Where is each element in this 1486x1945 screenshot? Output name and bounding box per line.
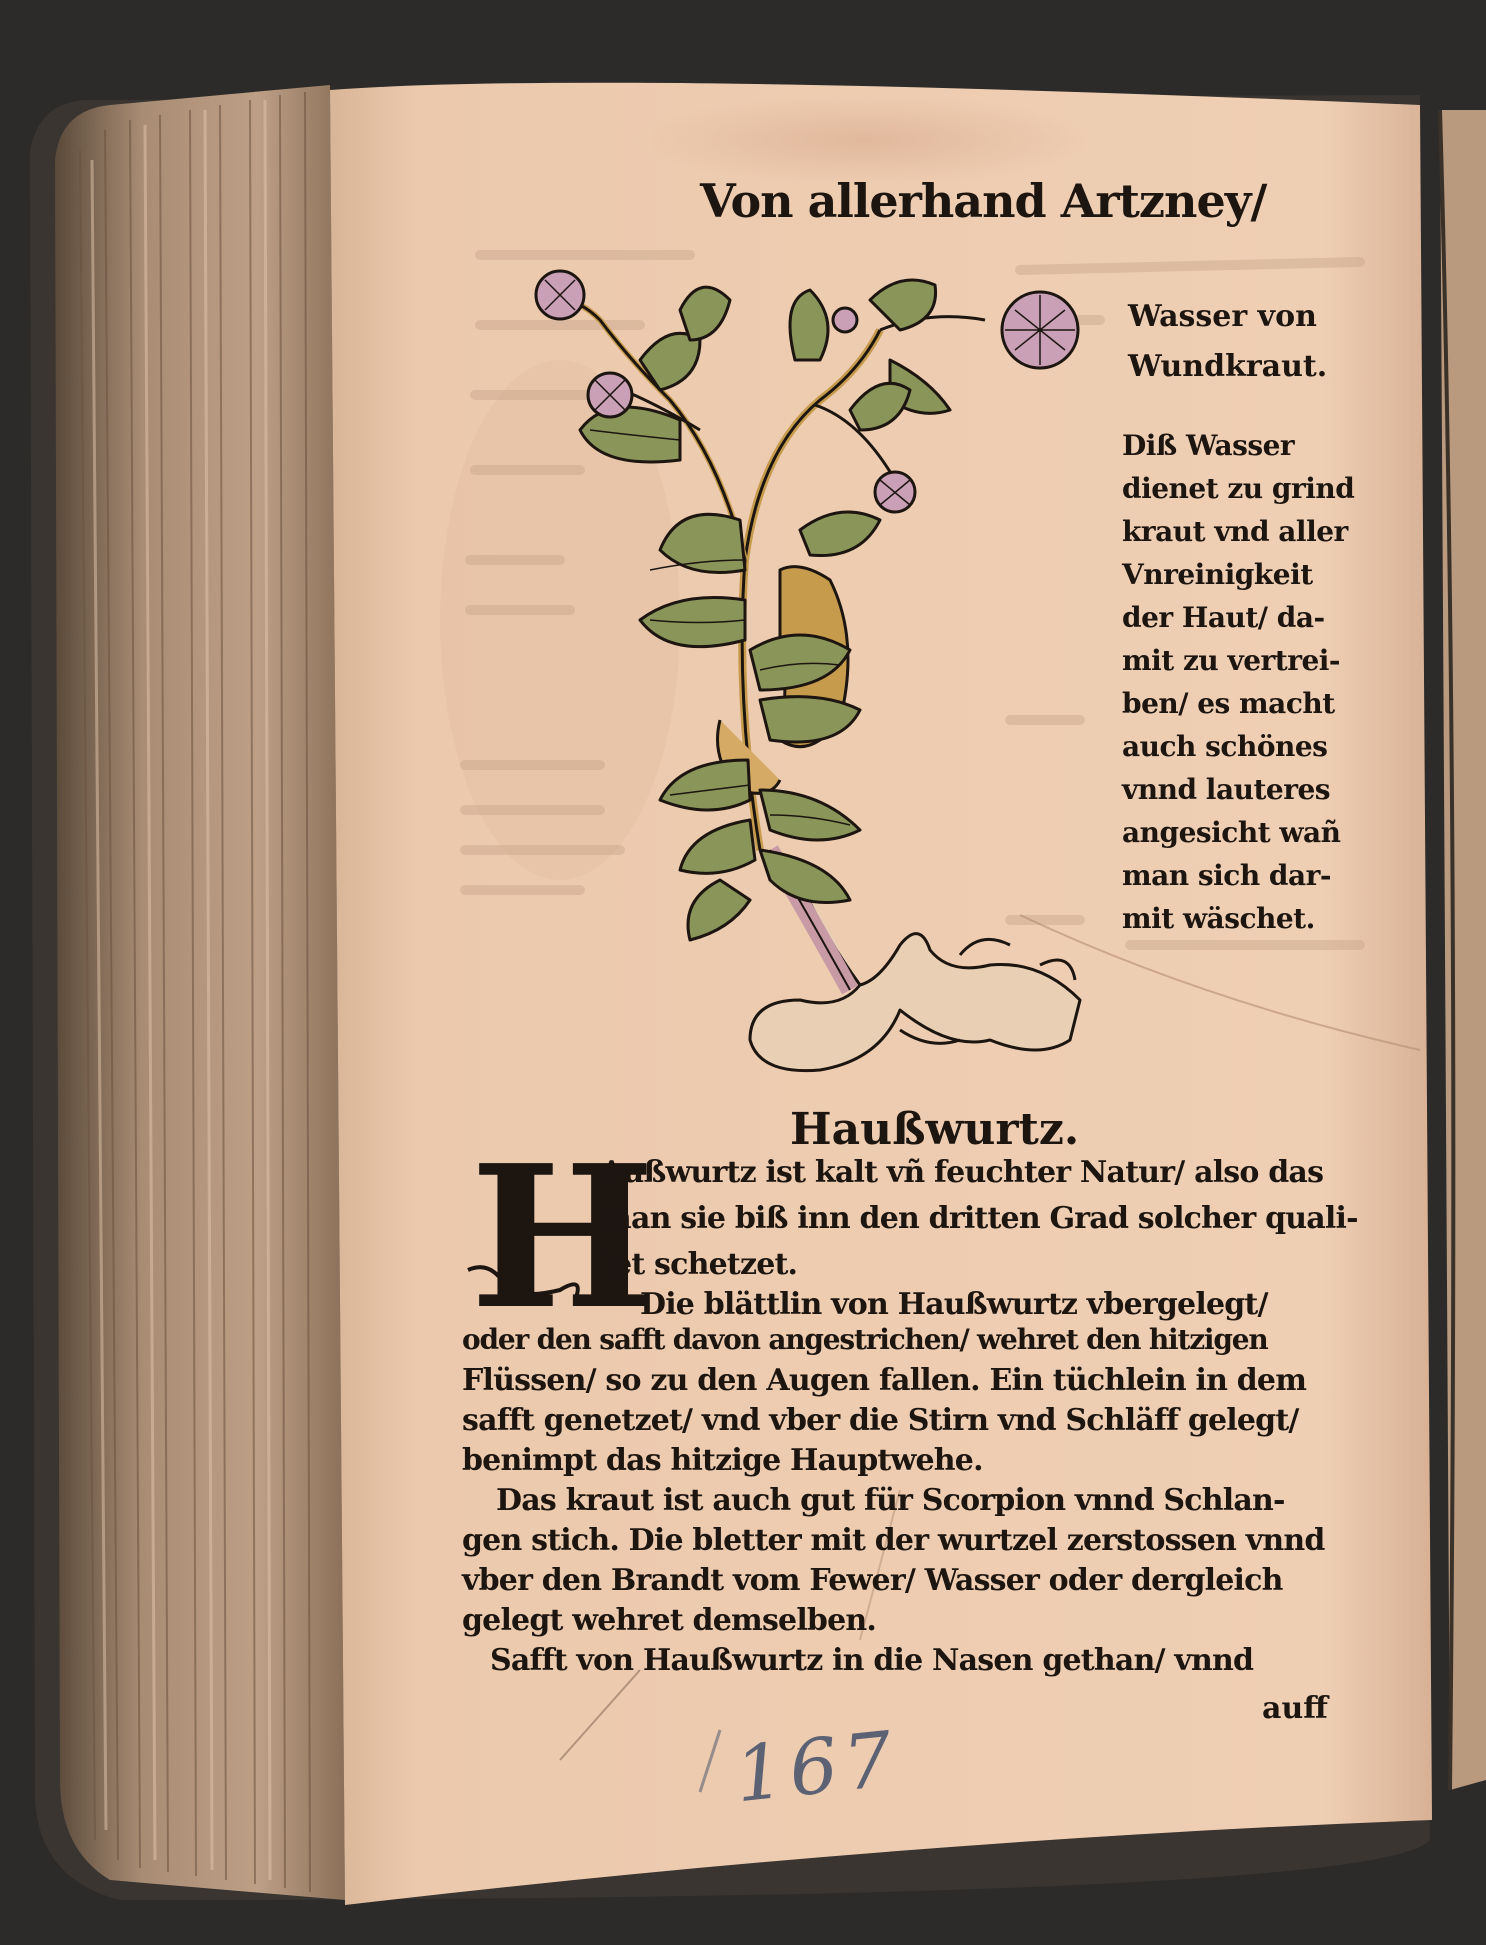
sidebar-text-line: der Haut/ da-: [1122, 601, 1325, 634]
sidebar-text-line: dienet zu grind: [1122, 472, 1355, 505]
body-text-line: safft genetzet/ vnd vber die Stirn vnd Schläff gelegt/: [462, 1403, 1299, 1438]
sidebar-title-line: Wundkraut.: [1128, 349, 1328, 384]
sidebar-text-line: Vnreinigkeit: [1122, 558, 1313, 591]
body-text-line: gen stich. Die bletter mit der wurtzel zerstossen vnnd: [462, 1523, 1325, 1558]
catchword: auff: [1262, 1691, 1328, 1726]
sidebar-text-line: mit zu vertrei-: [1122, 644, 1341, 677]
sidebar-text-line: man sich dar-: [1122, 859, 1332, 892]
sidebar-text-line: auch schönes: [1122, 730, 1328, 763]
sidebar-text-line: vnnd lauteres: [1122, 773, 1331, 806]
body-text-line: Außwurtz ist kalt vñ feuchter Natur/ also das: [600, 1155, 1324, 1190]
body-text-line: Flüssen/ so zu den Augen fallen. Ein tüchlein in dem: [462, 1363, 1307, 1398]
body-text-line: oder den safft davon angestrichen/ wehret den hitzigen: [462, 1323, 1268, 1356]
running-header: Von allerhand Artzney/: [700, 174, 1267, 228]
sidebar-text-line: mit wäschet.: [1122, 902, 1315, 935]
page-edges: [55, 85, 345, 1900]
sidebar-text-line: ben/ es macht: [1122, 687, 1335, 720]
body-text-line: Die blättlin von Haußwurtz vbergelegt/: [640, 1287, 1268, 1322]
body-text-line: Das kraut ist auch gut für Scorpion vnnd Schlan-: [496, 1483, 1285, 1518]
section-title: Haußwurtz.: [790, 1104, 1080, 1155]
body-text-line: Safft von Haußwurtz in die Nasen gethan/ vnnd: [490, 1643, 1254, 1678]
sidebar-title-line: Wasser von: [1128, 299, 1317, 334]
body-text-line: gelegt wehret demselben.: [462, 1603, 877, 1638]
body-text-line: vber den Brandt vom Fewer/ Wasser oder dergleich: [462, 1563, 1283, 1598]
body-text-line: benimpt das hitzige Hauptwehe.: [462, 1443, 983, 1478]
drop-cap: H: [470, 1123, 656, 1353]
body-text-line: tet schetzet.: [600, 1247, 798, 1282]
handwritten-page-number: 167: [730, 1713, 903, 1820]
body-text-line: man sie biß inn den dritten Grad solcher quali-: [600, 1201, 1358, 1236]
sidebar-text-line: Diß Wasser: [1122, 429, 1295, 462]
sidebar-text-line: angesicht wañ: [1122, 816, 1341, 849]
sidebar-text-line: kraut vnd aller: [1122, 515, 1348, 548]
